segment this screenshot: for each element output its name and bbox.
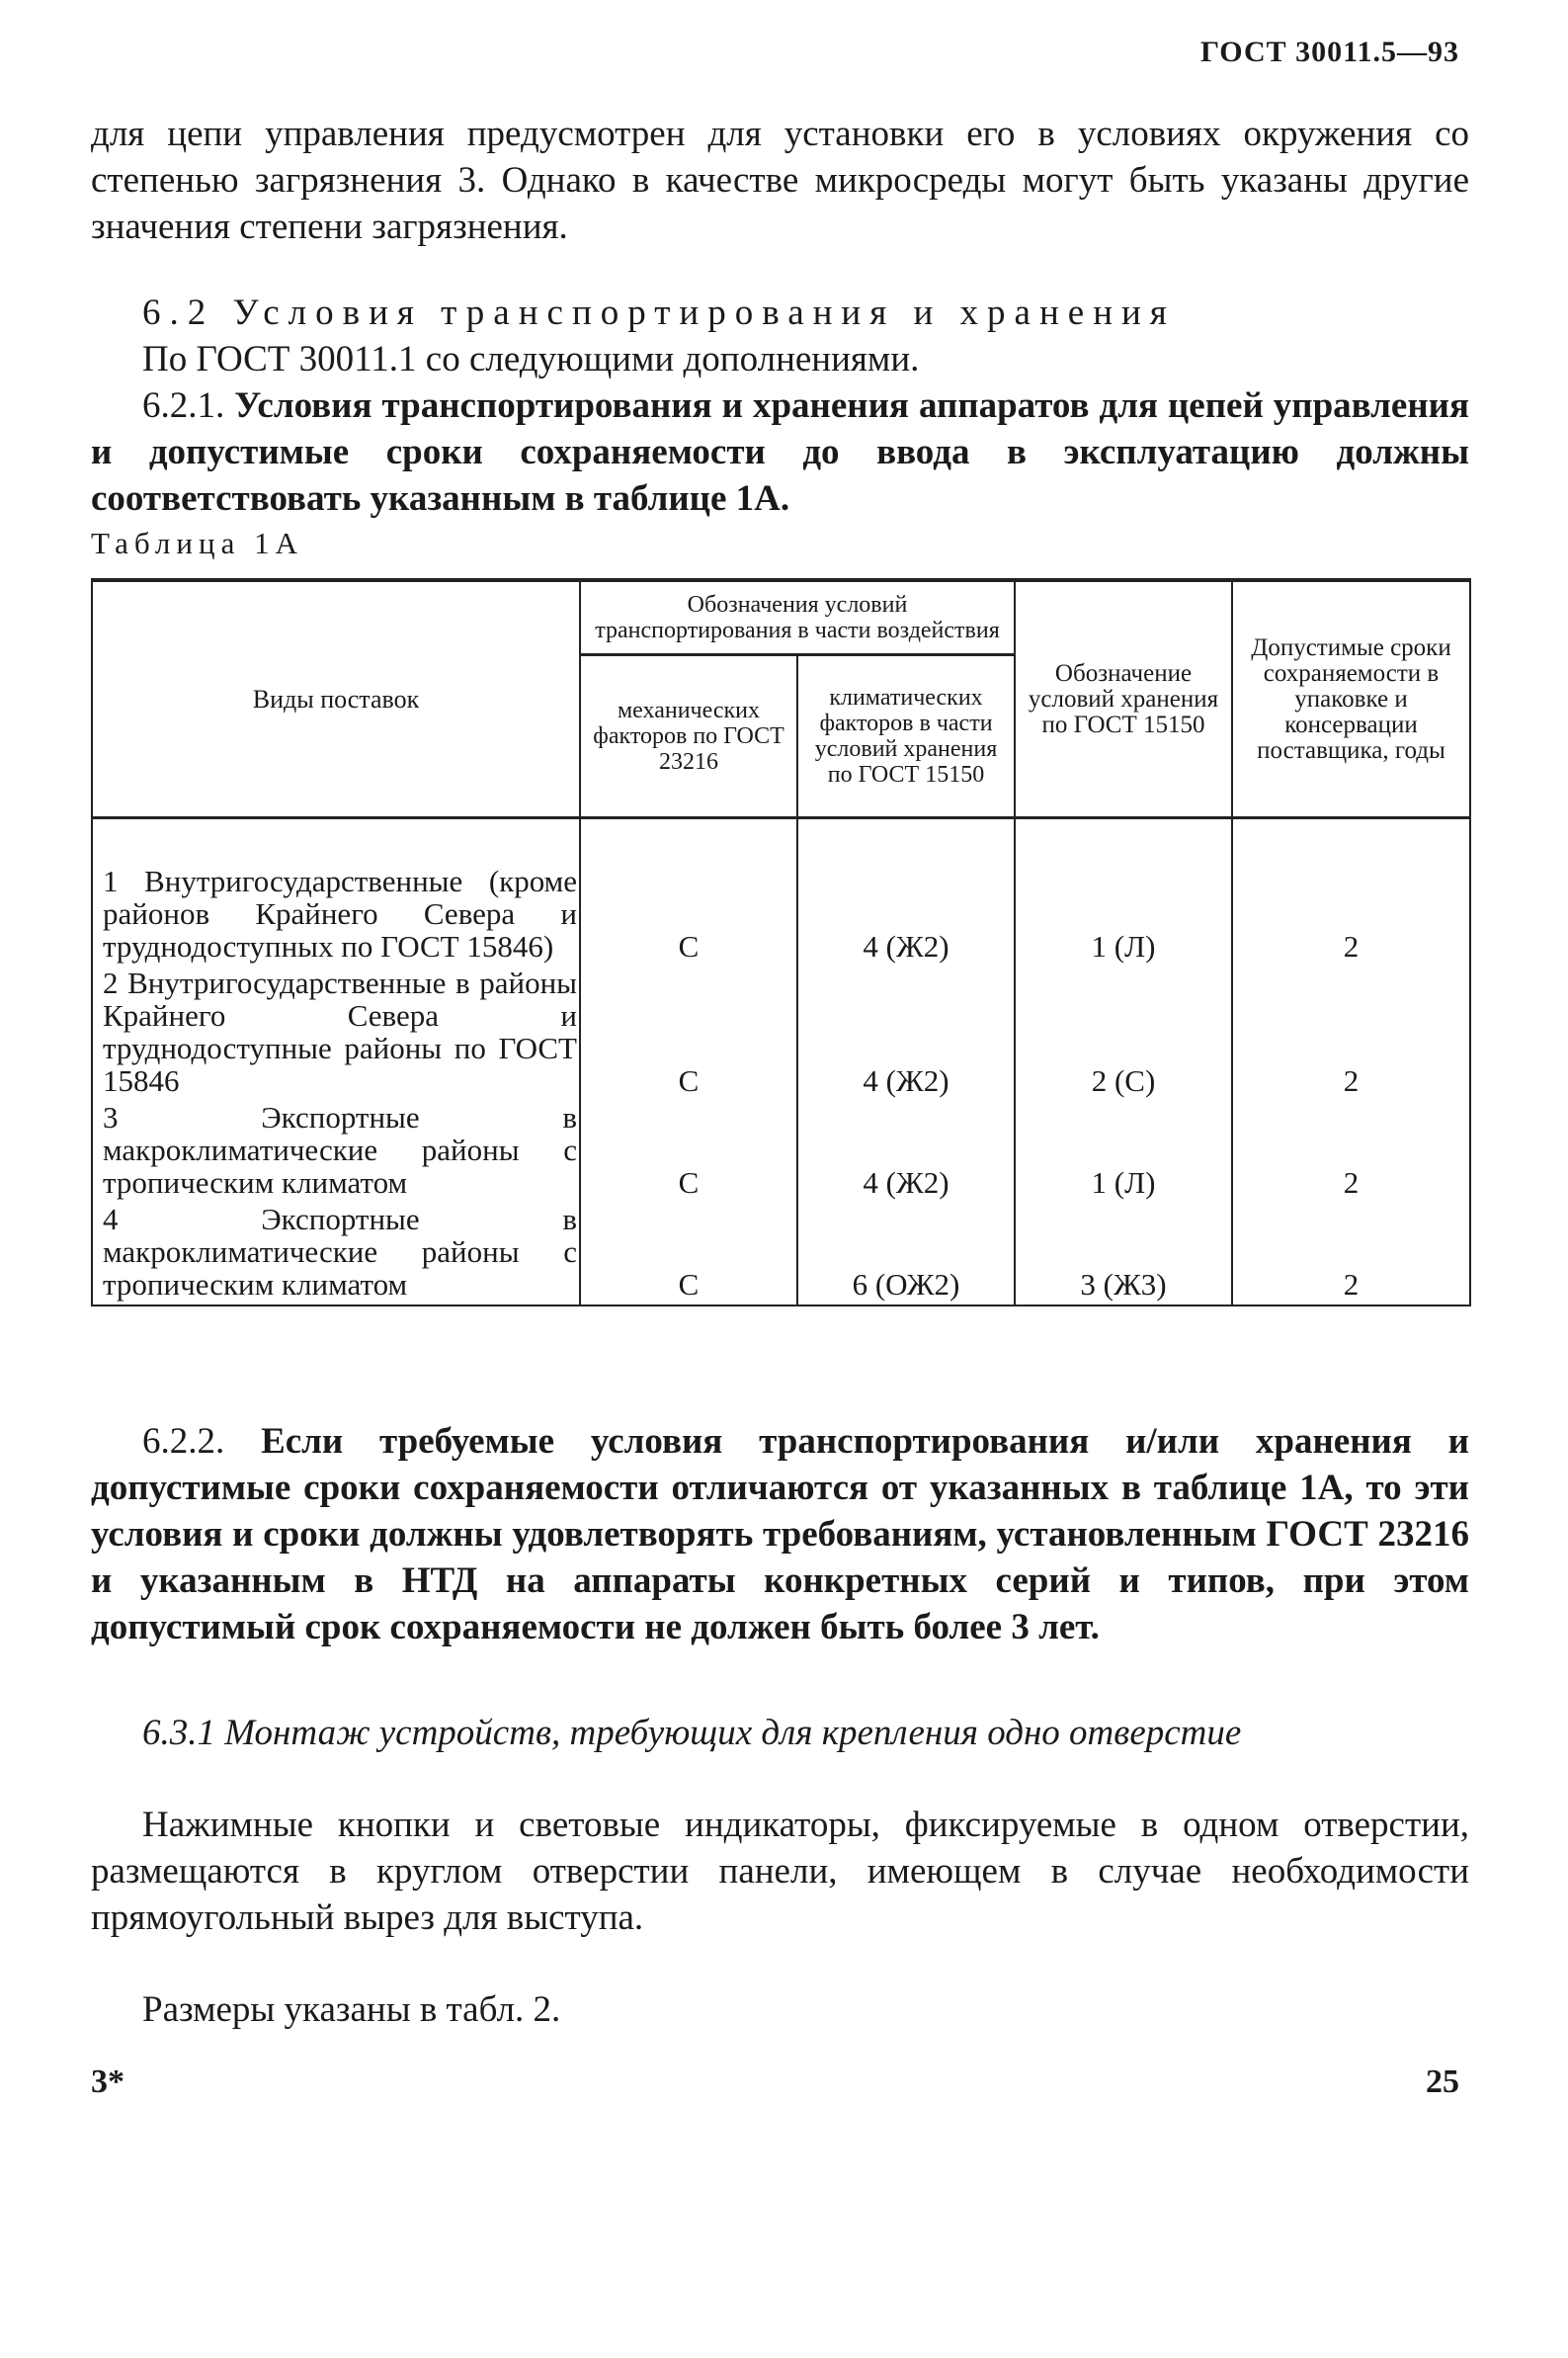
table-caption: Таблица 1А: [91, 526, 303, 560]
table-1a: [91, 578, 1471, 1306]
cell-terms: 2: [1232, 967, 1470, 1101]
cell-climate: 6 (ОЖ2): [797, 1203, 1015, 1305]
section-6-2-1-number: 6.2.1.: [142, 385, 225, 426]
section-6-2-title: 6.2 Условия транспортирования и хранения: [142, 293, 1176, 333]
cell-climate: 4 (Ж2): [797, 967, 1015, 1101]
table-row: [92, 1203, 1470, 1305]
section-6-2-1-text: Условия транспортирования и хранения аппаратов для цепей управления и допустимые сроки сохраняемости до ввода в эксплуатацию должны соответствовать указанным в таблице 1А.: [91, 385, 1470, 519]
header-kind: Виды поставок: [92, 580, 580, 818]
cell-storage: 1 (Л): [1015, 818, 1232, 968]
cell-terms: 2: [1232, 818, 1470, 968]
cell-mech: С: [580, 818, 797, 968]
header-mech: механических факторов по ГОСТ 23216: [580, 655, 797, 818]
section-6-3-1-body: Нажимные кнопки и световые индикаторы, фиксируемые в одном отверстии, размещаются в круглом отверстии панели, имеющем в случае необходимости прямоугольный вырез для выступа.: [91, 1805, 1469, 1938]
header-climate: климатических факторов в части условий хранения по ГОСТ 15150: [797, 655, 1015, 818]
cell-kind: 3 Экспортные в макроклиматические районы с тропическим климатом: [92, 1101, 580, 1203]
section-6-2-text: [91, 336, 1469, 382]
cell-kind: 2 Внутригосударственные в районы Крайнего Севера и труднодоступные районы по ГОСТ 15846: [92, 967, 580, 1101]
signature-mark: 3*: [91, 2063, 124, 2100]
section-6-3-1-title: 6.3.1 Монтаж устройств, требующих для крепления одно отверстие: [142, 1713, 1242, 1753]
cell-mech: С: [580, 967, 797, 1101]
table-row: [92, 1101, 1470, 1203]
section-6-2-2-number: 6.2.2.: [142, 1421, 225, 1462]
cell-mech: С: [580, 1203, 797, 1305]
section-6-2-2: [91, 1418, 1469, 1650]
section-6-2: [91, 290, 1469, 336]
cell-mech: С: [580, 1101, 797, 1203]
cell-climate: 4 (Ж2): [797, 1101, 1015, 1203]
dimensions-reference: [91, 1986, 1469, 2033]
cell-kind: 4 Экспортные в макроклиматические районы с тропическим климатом: [92, 1203, 580, 1305]
cell-storage: 1 (Л): [1015, 1101, 1232, 1203]
cell-storage: 3 (Ж3): [1015, 1203, 1232, 1305]
header-storage: Обозначение условий хранения по ГОСТ 15150: [1015, 580, 1232, 818]
section-6-3-1: [91, 1710, 1469, 1756]
section-6-2-body: По ГОСТ 30011.1 со следующими дополнениями.: [142, 339, 920, 379]
running-head: ГОСТ 30011.5—93: [1199, 36, 1459, 68]
cell-climate: 4 (Ж2): [797, 818, 1015, 968]
page-number: 25: [1426, 2063, 1459, 2100]
section-6-2-2-text: Если требуемые условия транспортирования и/или хранения и допустимые сроки сохраняемости отличаются от указанных в таблице 1А, то эти условия и сроки должны удовлетворять требованиям, установленным ГОСТ 23216 и указанным в НТД на аппараты конкретных серий и типов, при этом допустимый срок сохраняемости не должен быть более 3 лет.: [91, 1421, 1469, 1647]
table-row: [92, 818, 1470, 968]
section-6-3-1-text: [91, 1802, 1469, 1941]
section-6-2-1: [91, 382, 1469, 522]
header-terms: Допустимые сроки сохраняемости в упаковке и консервации поставщика, годы: [1232, 580, 1470, 818]
cell-terms: 2: [1232, 1101, 1470, 1203]
dimensions-reference-text: Размеры указаны в табл. 2.: [142, 1989, 561, 2030]
header-transport-group: Обозначения условий транспортирования в части воздействия: [580, 580, 1015, 655]
cell-kind: 1 Внутригосударственные (кроме районов Крайнего Севера и труднодоступных по ГОСТ 15846): [92, 818, 580, 968]
cell-terms: 2: [1232, 1203, 1470, 1305]
table-row: [92, 967, 1470, 1101]
paragraph-continuation: для цепи управления предусмотрен для установки его в условиях окружения со степенью загрязнения 3. Однако в качестве микросреды могут быть указаны другие значения степени загрязнения.: [91, 114, 1469, 247]
cell-storage: 2 (С): [1015, 967, 1232, 1101]
